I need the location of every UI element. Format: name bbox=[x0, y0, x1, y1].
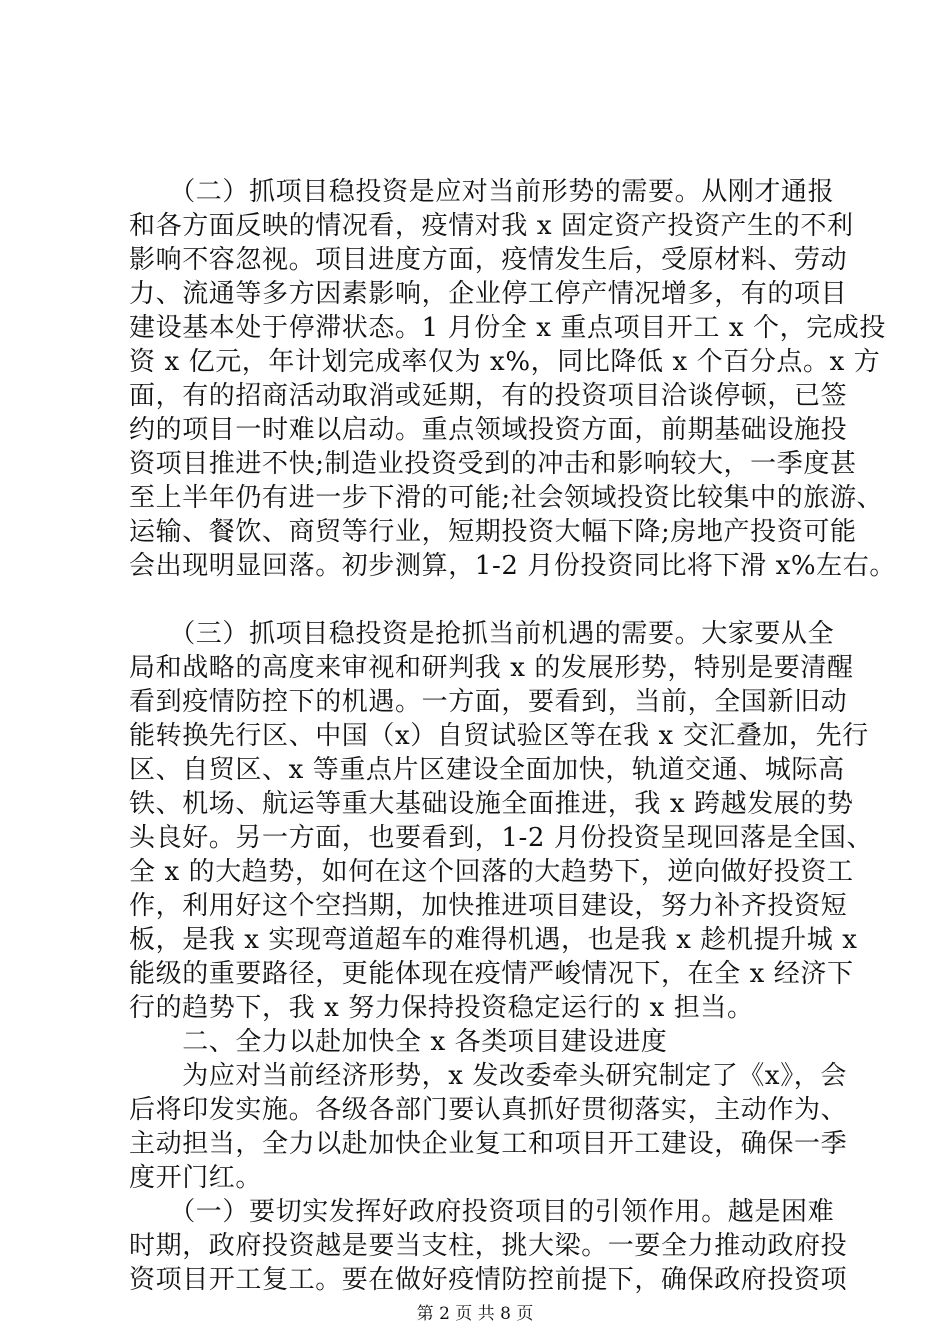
paragraph-line: 全 x 的大趋势，如何在这个回落的大趋势下，逆向做好投资工 bbox=[129, 857, 854, 887]
paragraph-line: 能转换先行区、中国（x）自贸试验区等在我 x 交汇叠加，先行 bbox=[129, 721, 869, 751]
section-heading: 二、全力以赴加快全 x 各类项目建设进度 bbox=[129, 1027, 668, 1057]
paragraph-line: 局和战略的高度来审视和研判我 x 的发展形势，特别是要清醒 bbox=[129, 653, 854, 683]
paragraph-line: 资项目推进不快;制造业投资受到的冲击和影响较大，一季度甚 bbox=[129, 449, 857, 479]
paragraph-line: 能级的重要路径，更能体现在疫情严峻情况下，在全 x 经济下 bbox=[129, 959, 854, 989]
paragraph-line: 主动担当，全力以赴加快企业复工和项目开工建设，确保一季 bbox=[129, 1129, 848, 1159]
paragraph-line: 和各方面反映的情况看，疫情对我 x 固定资产投资产生的不利 bbox=[129, 211, 854, 241]
paragraph-line: 度开门红。 bbox=[129, 1163, 263, 1193]
paragraph-line: 作，利用好这个空挡期，加快推进项目建设，努力补齐投资短 bbox=[129, 891, 848, 921]
paragraph-line: 影响不容忽视。项目进度方面，疫情发生后，受原材料、劳动 bbox=[129, 245, 848, 275]
paragraph-line: 为应对当前经济形势，x 发改委牵头研究制定了《x》，会 bbox=[129, 1061, 847, 1091]
paragraph-line: 后将印发实施。各级各部门要认真抓好贯彻落实，主动作为、 bbox=[129, 1095, 848, 1125]
paragraph-line: （三）抓项目稳投资是抢抓当前机遇的需要。大家要从全 bbox=[129, 619, 835, 649]
paragraph-line: 会出现明显回落。初步测算，1-2 月份投资同比将下滑 x%左右。 bbox=[129, 551, 896, 581]
paragraph-line: 建设基本处于停滞状态。1 月份全 x 重点项目开工 x 个，完成投 bbox=[129, 313, 886, 343]
paragraph-line: （二）抓项目稳投资是应对当前形势的需要。从刚才通报 bbox=[129, 177, 835, 207]
paragraph-line: 力、流通等多方因素影响，企业停工停产情况增多，有的项目 bbox=[129, 279, 848, 309]
paragraph-line: 运输、餐饮、商贸等行业，短期投资大幅下降;房地产投资可能 bbox=[129, 517, 857, 547]
paragraph-line: 面，有的招商活动取消或延期，有的投资项目洽谈停顿，已签 bbox=[129, 381, 848, 411]
paragraph-line: 区、自贸区、x 等重点片区建设全面加快，轨道交通、城际高 bbox=[129, 755, 845, 785]
paragraph-line: 头良好。另一方面，也要看到，1-2 月份投资呈现回落是全国、 bbox=[129, 823, 874, 853]
paragraph-line: 至上半年仍有进一步下滑的可能;社会领域投资比较集中的旅游、 bbox=[129, 483, 884, 513]
paragraph-line: 约的项目一时难以启动。重点领域投资方面，前期基础设施投 bbox=[129, 415, 848, 445]
paragraph-line: 板，是我 x 实现弯道超车的难得机遇，也是我 x 趁机提升城 x bbox=[129, 925, 858, 955]
paragraph-line: （一）要切实发挥好政府投资项目的引领作用。越是困难 bbox=[129, 1197, 835, 1227]
paragraph-line: 资 x 亿元，年计划完成率仅为 x%，同比降低 x 个百分点。x 方 bbox=[129, 347, 881, 377]
paragraph-line: 看到疫情防控下的机遇。一方面，要看到，当前，全国新旧动 bbox=[129, 687, 848, 717]
paragraph-line: 资项目开工复工。要在做好疫情防控前提下，确保政府投资项 bbox=[129, 1265, 848, 1295]
paragraph-line: 行的趋势下，我 x 努力保持投资稳定运行的 x 担当。 bbox=[129, 993, 754, 1023]
paragraph-line: 时期，政府投资越是要当支柱，挑大梁。一要全力推动政府投 bbox=[129, 1231, 848, 1261]
page-number-footer: 第 2 页 共 8 页 bbox=[416, 1304, 534, 1324]
paragraph-line: 铁、机场、航运等重大基础设施全面推进，我 x 跨越发展的势 bbox=[129, 789, 854, 819]
